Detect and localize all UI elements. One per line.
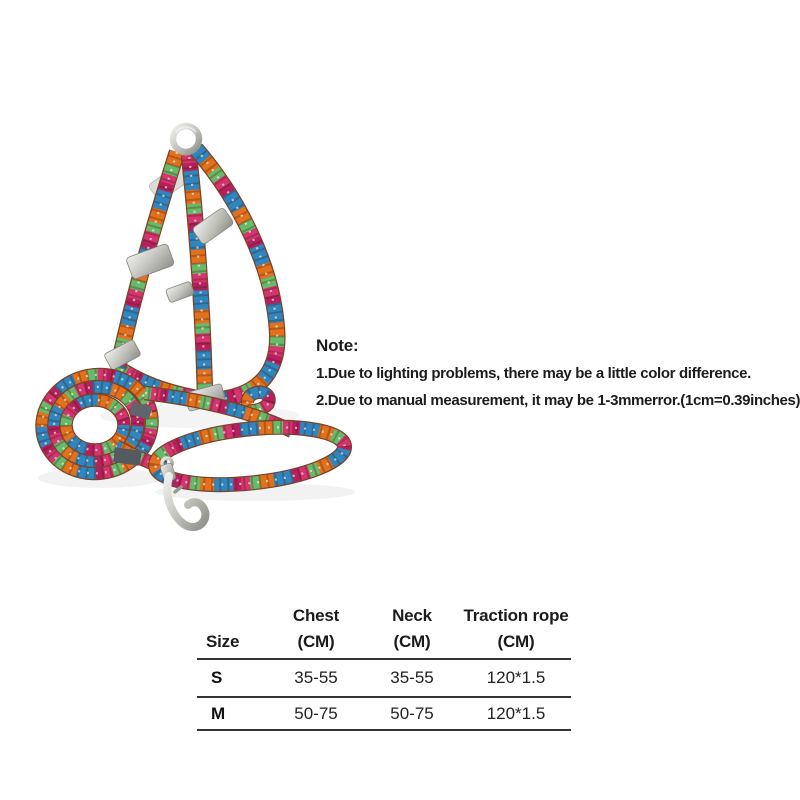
cell-s-neck: 35-55 [390,668,434,687]
leash-coil-inner [66,400,124,450]
header-chest-unit: (CM) [297,632,335,651]
top-d-ring-icon [173,126,199,152]
size-table-header-row [197,594,571,659]
cell-m-chest: 50-75 [294,703,338,723]
note-block [316,336,800,410]
size-row-s [197,659,571,697]
header-chest-label: Chest [292,606,340,625]
header-neck-label: Neck [392,606,432,625]
column-header-chest [269,594,363,659]
cell-s-rope: 120*1.5 [486,668,546,687]
note-title: Note: [316,336,359,355]
leash-handle-loop [153,419,348,493]
column-header-neck [363,594,461,659]
header-rope-label: Traction rope [463,606,569,625]
header-neck-unit: (CM) [393,632,431,651]
cell-m-size: M [211,703,226,723]
header-rope-unit: (CM) [497,632,535,651]
cell-m-neck: 50-75 [390,703,434,723]
size-table [197,594,571,731]
column-header-size [197,594,269,659]
column-header-traction-rope [461,594,571,659]
cell-m-rope: 120*1.5 [486,703,546,723]
cell-s-size: S [211,668,223,687]
note-line-2: 2.Due to manual measurement, it may be 1-3mmerror.(1cm=0.39inches) [316,392,800,409]
size-row-m [197,697,571,730]
harness-strap-middle [189,155,205,396]
metal-slide-small [165,281,194,303]
header-size-label: Size [206,632,240,651]
cell-s-chest: 35-55 [294,668,338,687]
note-line-1: 1.Due to lighting problems, there may be a little color difference. [316,365,751,382]
